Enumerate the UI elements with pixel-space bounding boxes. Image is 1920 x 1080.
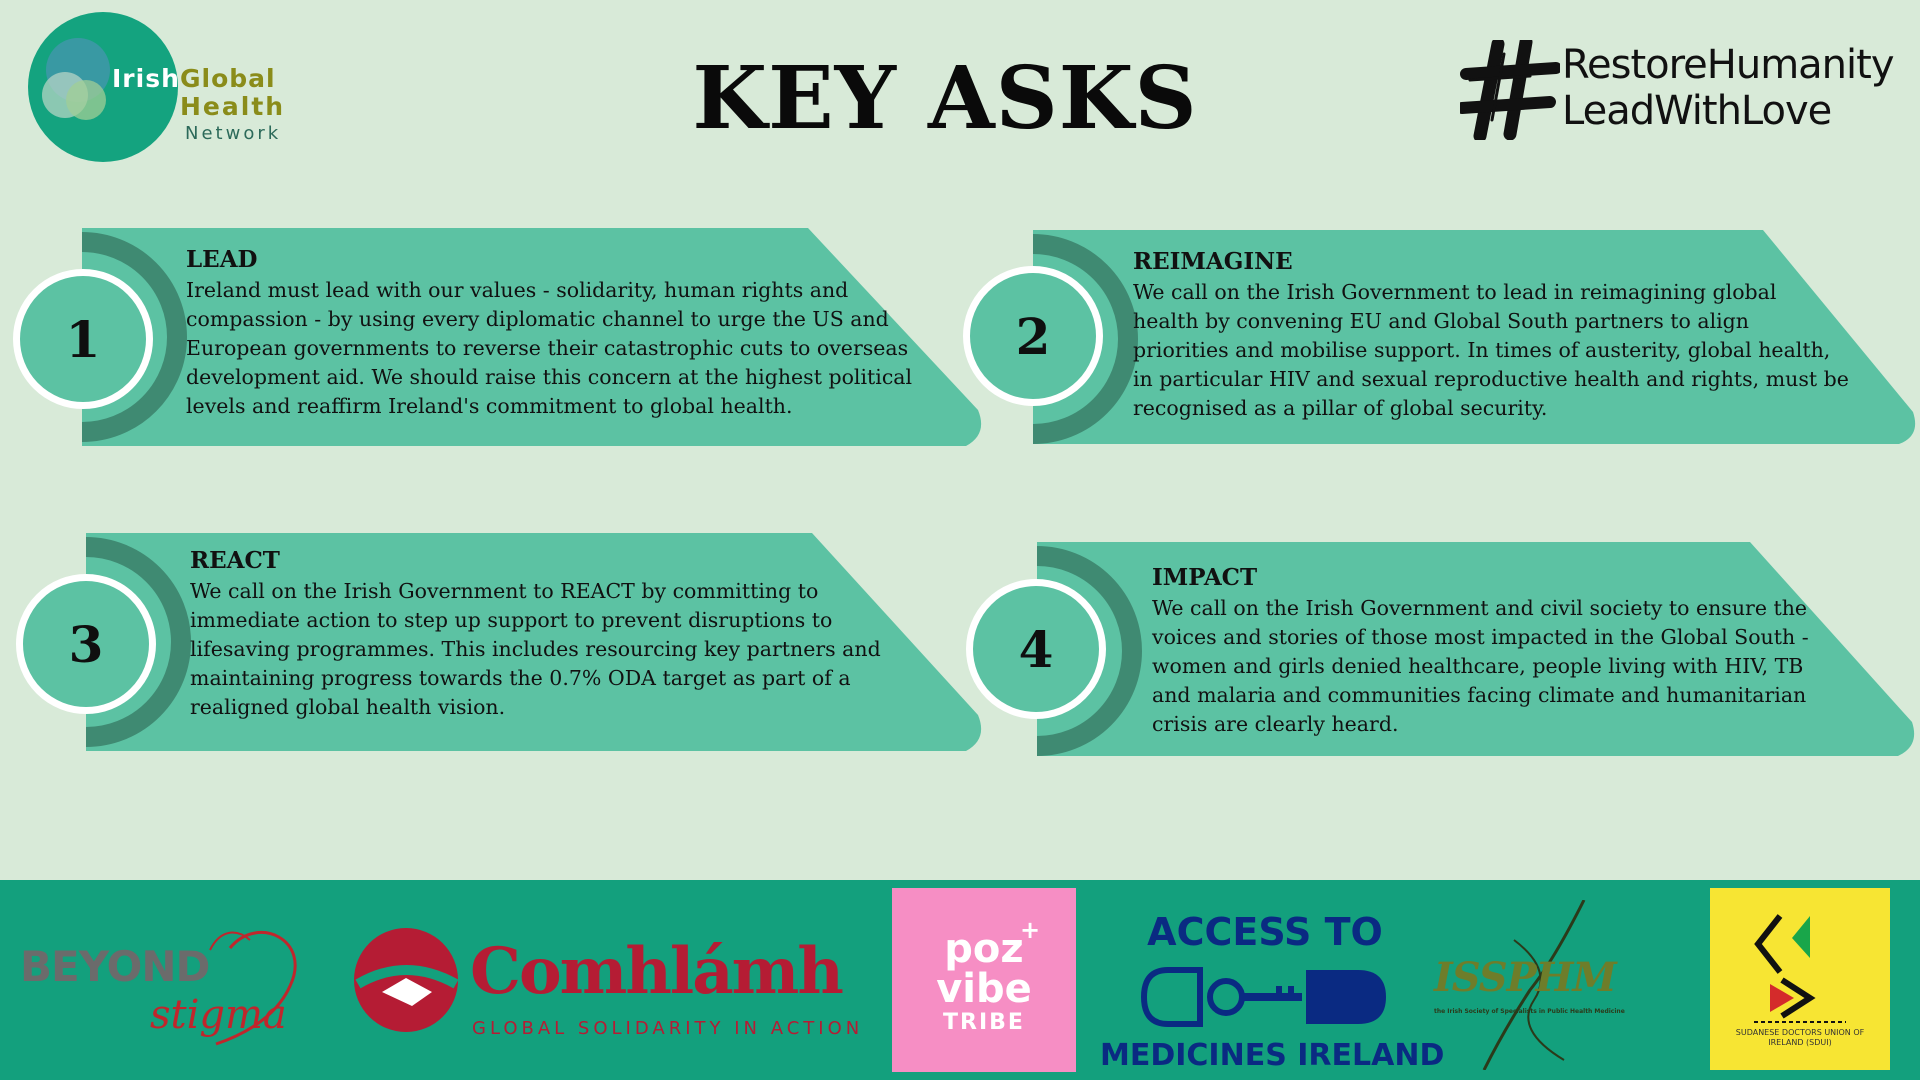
sdui-name: SUDANESE DOCTORS UNION OF IRELAND (SDUI) [1735, 1028, 1865, 1047]
ask-body-line: health by convening EU and Global South partners to align [1133, 309, 1750, 333]
ask-card-lead [0, 228, 990, 450]
ask-body-line: compassion - by using every diplomatic channel to urge the US and [186, 307, 889, 331]
ask-body-line: realigned global health vision. [190, 695, 506, 719]
comhlamh-tagline: GLOBAL SOLIDARITY IN ACTION [472, 1018, 864, 1039]
stigma-word: stigma [150, 992, 287, 1038]
vibe-word: vibe [936, 966, 1032, 1012]
hash-brush-icon [1460, 40, 1560, 140]
access-to-medicines-logo [1100, 906, 1445, 1076]
ask-body-line: voices and stories of those most impacted in the Global South - [1152, 625, 1809, 649]
ask-body-line: Ireland must lead with our values - solidarity, human rights and [186, 278, 849, 302]
ask-body-line: We call on the Irish Government to REACT by committing to [190, 579, 819, 603]
ask-number: 4 [966, 579, 1106, 719]
logo-word-irish: Irish [112, 64, 180, 93]
logo-word-health: Health [180, 92, 286, 121]
ask-heading: LEAD [186, 246, 258, 273]
comhlamh-name: Comhlámh [470, 934, 842, 1009]
ask-card-impact [958, 542, 1920, 764]
ask-heading: REIMAGINE [1133, 248, 1293, 275]
ask-body-line: and malaria and communities facing climate and humanitarian [1152, 683, 1807, 707]
logo-word-network: Network [185, 123, 282, 144]
logo-word-global: Global [180, 64, 276, 93]
ask-heading: IMPACT [1152, 564, 1258, 591]
ask-body-line: crisis are clearly heard. [1152, 712, 1399, 736]
hashtag-restore-humanity: RestoreHumanity [1562, 42, 1894, 88]
pozvibe-tribe-logo [892, 888, 1076, 1072]
ask-body-line: European governments to reverse their catastrophic cuts to overseas [186, 336, 909, 360]
ask-body-line: recognised as a pillar of global security. [1133, 396, 1548, 420]
access-to-text: ACCESS TO [1147, 910, 1383, 954]
ask-number: 1 [13, 269, 153, 409]
beyond-word: BEYOND [20, 942, 210, 991]
ask-body [1133, 278, 1849, 423]
ask-body-line: maintaining progress towards the 0.7% ODA target as part of a [190, 666, 851, 690]
plus-icon: + [1020, 916, 1041, 944]
ask-number: 3 [16, 574, 156, 714]
key-icon [1136, 962, 1396, 1032]
comhlamh-logo [350, 914, 864, 1054]
ask-body [190, 577, 881, 722]
hashtag-block [1460, 40, 1894, 140]
poz-word: poz [944, 926, 1024, 972]
hashtag-lead-with-love: LeadWithLove [1562, 88, 1832, 134]
ask-heading: REACT [190, 547, 280, 574]
ask-body-line: We call on the Irish Government to lead in reimagining global [1133, 280, 1777, 304]
ask-body [1152, 594, 1809, 739]
ask-body-line: We call on the Irish Government and civil society to ensure the [1152, 596, 1808, 620]
sudanese-doctors-union-logo [1710, 888, 1890, 1070]
page-title: KEY ASKS [692, 48, 1198, 149]
ask-body-line: in particular HIV and sexual reproductive health and rights, must be [1133, 367, 1849, 391]
partner-logo-band [0, 880, 1920, 1080]
ask-body-line: development aid. We should raise this concern at the highest political [186, 365, 913, 389]
handshake-circle-icon [352, 926, 462, 1036]
ask-body-line: women and girls denied healthcare, people living with HIV, TB [1152, 654, 1804, 678]
medicines-ireland-text: MEDICINES IRELAND [1100, 1038, 1445, 1073]
ask-body-line: levels and reaffirm Ireland's commitment to global health. [186, 394, 793, 418]
beyond-stigma-logo [20, 910, 320, 1050]
ask-card-reimagine [955, 230, 1920, 452]
issphm-logo [1434, 900, 1634, 1070]
issphm-name: ISSPHM [1434, 954, 1616, 1001]
ask-number: 2 [963, 266, 1103, 406]
ask-body [186, 276, 912, 421]
ask-body-line: priorities and mobilise support. In times of austerity, global health, [1133, 338, 1831, 362]
ask-body-line: immediate action to step up support to prevent disruptions to [190, 608, 833, 632]
ask-card-react [0, 533, 990, 755]
tribe-word: TRIBE [943, 1010, 1025, 1035]
ask-body-line: lifesaving programmes. This includes resourcing key partners and [190, 637, 881, 661]
issphm-tagline: the Irish Society of Specialists in Public Health Medicine [1434, 1008, 1625, 1015]
